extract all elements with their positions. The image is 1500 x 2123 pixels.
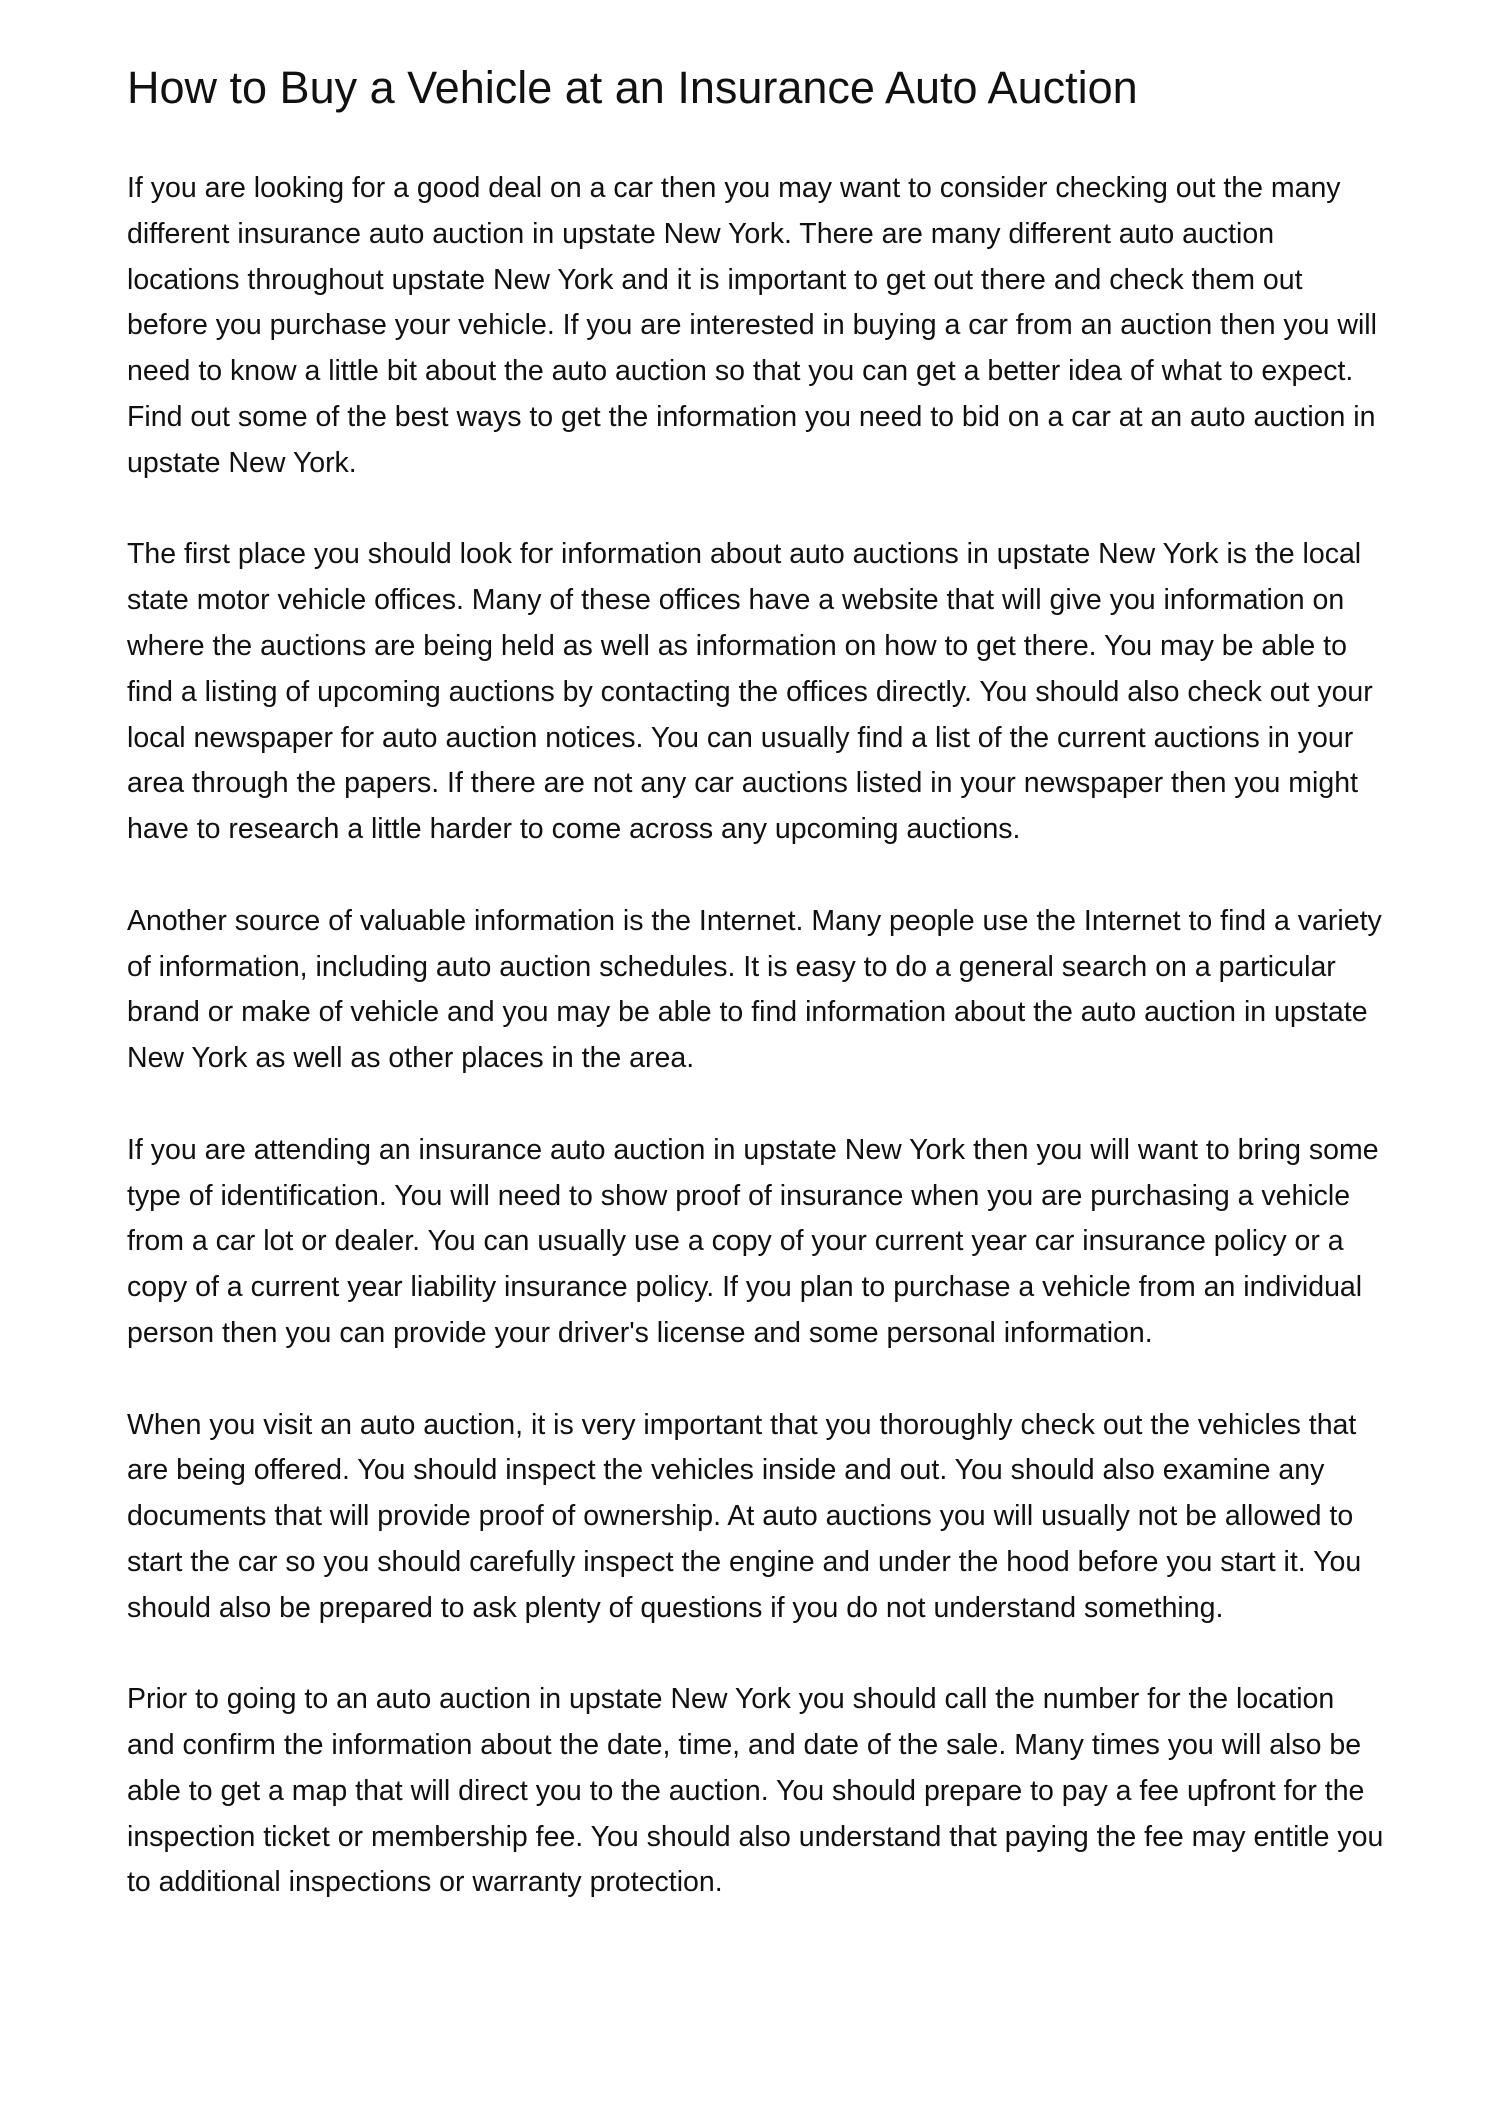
paragraph-4: If you are attending an insurance auto auction in upstate New York then you will want to bring some type of identification. You will need to show proof of insurance when you are purchasing a vehicle from a car lot or dealer. You can usually use a copy of your current year car insurance policy or a copy of a current year liability insurance policy. If you plan to purchase a vehicle from an individual person then you can provide your driver's license and some personal information. xyxy=(127,1133,1379,1349)
paragraph-5: When you visit an auto auction, it is very important that you thoroughly check out the vehicles that are being offered. You should inspect the vehicles inside and out. You should also examine any documents that will provide proof of ownership. At auto auctions you will usually not be allowed to start the car so you should carefully inspect the engine and under the hood before you start it. You should also be prepared to ask plenty of questions if you do not understand something. xyxy=(127,1408,1362,1624)
paragraph-2: The first place you should look for information about auto auctions in upstate New York is the local state motor vehicle offices. Many of these offices have a website that will give you information on where the auctions are being held as well as information on how to get there. You may be able to find a listing of upcoming auctions by contacting the offices directly. You should also check out your local newspaper for auto auction notices. You can usually find a list of the current auctions in your area through the papers. If there are not any car auctions listed in your newspaper then you might have to research a little harder to come across any upcoming auctions. xyxy=(127,538,1373,846)
paragraph-1: If you are looking for a good deal on a car then you may want to consider checking out the many different insurance auto auction in upstate New York. There are many different auto auction locations throughout upstate New York and it is important to get out there and check them out before you purchase your vehicle. If you are interested in buying a car from an auction then you will need to know a little bit about the auto auction so that you can get a better idea of what to expect. Find out some of the best ways to get the information you need to bid on a car at an auto auction in upstate New York. xyxy=(127,172,1377,479)
paragraph-3: Another source of valuable information is the Internet. Many people use the Internet to find a variety of information, including auto auction schedules. It is easy to do a general search on a particular brand or make of vehicle and you may be able to find information about the auto auction in upstate New York as well as other places in the area. xyxy=(127,904,1382,1075)
paragraph-6: Prior to going to an auto auction in upstate New York you should call the number for the location and confirm the information about the date, time, and date of the sale. Many times you will also be able to get a map that will direct you to the auction. You should prepare to pay a fee upfront for the inspection ticket or membership fee. You should also understand that paying the fee may entitle you to additional inspections or warranty protection. xyxy=(127,1683,1384,1899)
document-page xyxy=(127,60,1389,1952)
page-title: How to Buy a Vehicle at an Insurance Auto Auction xyxy=(127,62,1138,113)
